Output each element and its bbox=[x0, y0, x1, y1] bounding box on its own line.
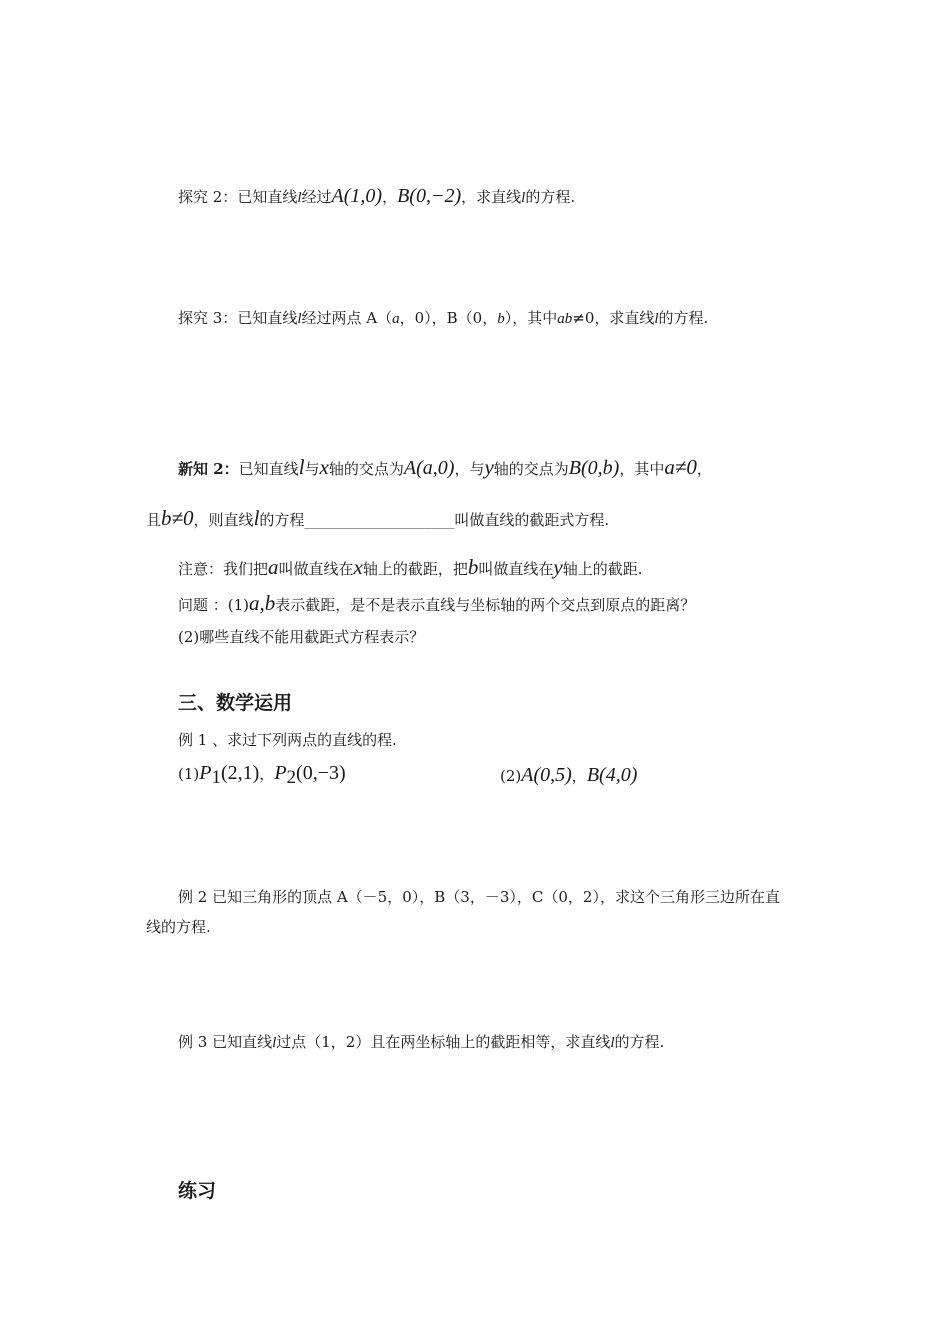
question-text: 表示截距，是不是表示直线与坐标轴的两个交点到原点的距离？ bbox=[275, 596, 696, 614]
condition-b: b≠0 bbox=[161, 506, 194, 530]
newknow2-text: ， bbox=[696, 460, 712, 478]
note-text: 叫做直线在 bbox=[278, 560, 354, 578]
part-label: (2) bbox=[500, 767, 522, 785]
note-text: 轴上的截距. bbox=[562, 560, 643, 578]
subscript: 2 bbox=[286, 767, 297, 788]
practice-heading: 练习 bbox=[178, 1180, 217, 1202]
newknow2-text: 轴的交点为 bbox=[493, 460, 569, 478]
var-l: l bbox=[297, 311, 302, 327]
var-b: b bbox=[497, 311, 505, 327]
explore3-text: 经过两点 A（ bbox=[301, 309, 393, 327]
separator: ， bbox=[382, 188, 398, 206]
var-a: a bbox=[392, 311, 400, 327]
explore3-line bbox=[178, 309, 708, 328]
explore2-text: 经过 bbox=[301, 188, 332, 206]
example1-title: 例 1 、求过下列两点的直线的程. bbox=[178, 731, 397, 749]
point-p1: P bbox=[199, 762, 212, 784]
example2-line2: 线的方程. bbox=[146, 918, 211, 936]
var-a: a bbox=[268, 555, 279, 579]
explore3-text: 已知直线 bbox=[237, 309, 298, 327]
question-line1 bbox=[178, 591, 695, 616]
explore3-text: 的方程. bbox=[658, 309, 709, 327]
separator: ， bbox=[259, 765, 275, 783]
point-b: B(4,0) bbox=[586, 764, 638, 786]
var-x: x bbox=[353, 555, 363, 579]
newknow2-text: 已知直线 bbox=[238, 460, 299, 478]
newknow2-text: ，与 bbox=[454, 460, 485, 478]
example3-line bbox=[178, 1033, 664, 1052]
question-line2 bbox=[178, 628, 424, 646]
example1-part1 bbox=[178, 761, 346, 790]
point-a: A(a,0) bbox=[403, 457, 455, 479]
newknow2-label: 新知 2： bbox=[178, 460, 239, 478]
explore3-label: 探究 3： bbox=[178, 309, 238, 327]
section-heading: 三、数学运用 bbox=[178, 692, 293, 714]
explore3-text: ），其中 bbox=[504, 309, 558, 327]
explore3-text: ≠0，求直线 bbox=[572, 309, 655, 327]
explore2-text: 已知直线 bbox=[237, 188, 298, 206]
answer-blank: ____________________ bbox=[304, 511, 455, 529]
question-text: (2)哪些直线不能用截距式方程表示？ bbox=[178, 628, 425, 646]
var-l: l bbox=[654, 311, 659, 327]
example2-line1: 例 2 已知三角形的顶点 A（－5，0），B（3，－3），C（0，2），求这个三角形三边所在直 bbox=[178, 888, 780, 906]
point-p2-coord: (0,−3) bbox=[296, 762, 346, 784]
note-text: 叫做直线在 bbox=[478, 560, 554, 578]
point-p2: P bbox=[274, 762, 287, 784]
var-y: y bbox=[484, 455, 494, 479]
newknow2-text: 轴的交点为 bbox=[328, 460, 404, 478]
subscript: 1 bbox=[211, 767, 221, 788]
var-x: x bbox=[319, 455, 329, 479]
var-l: l bbox=[272, 1035, 277, 1051]
explore3-text: ，0），B（0， bbox=[399, 309, 498, 327]
var-b: b bbox=[467, 555, 479, 579]
newknow2-text: ，其中 bbox=[619, 460, 665, 478]
point-b: B(0,−2) bbox=[397, 185, 462, 207]
newknow2-text: 且 bbox=[146, 511, 162, 529]
explore2-text: 的方程. bbox=[525, 188, 576, 206]
newknow2-text: 与 bbox=[304, 460, 320, 478]
condition-a: a≠0 bbox=[664, 455, 697, 479]
example3-text: 的方程. bbox=[614, 1033, 665, 1051]
var-l: l bbox=[521, 190, 526, 206]
var-l: l bbox=[253, 506, 260, 530]
explore2-text: ，求直线 bbox=[461, 188, 522, 206]
example3-text: 过点（1，2）且在两坐标轴上的截距相等，求直线 bbox=[276, 1033, 611, 1051]
point-b: B(0,b) bbox=[568, 457, 620, 479]
newknow2-line1 bbox=[178, 455, 712, 480]
note-text: 轴上的截距，把 bbox=[362, 560, 468, 578]
newknow2-text: ，则直线 bbox=[193, 511, 254, 529]
var-ab: a,b bbox=[249, 591, 276, 615]
separator: ， bbox=[571, 767, 587, 785]
newknow2-line2 bbox=[146, 506, 609, 531]
var-l: l bbox=[298, 455, 305, 479]
note-line bbox=[178, 555, 643, 580]
var-y: y bbox=[553, 555, 563, 579]
newknow2-text: 叫做直线的截距式方程. bbox=[454, 511, 610, 529]
var-l: l bbox=[297, 190, 302, 206]
example1-part2 bbox=[500, 763, 637, 787]
var-ab: ab bbox=[557, 311, 573, 327]
example3-text: 例 3 已知直线 bbox=[178, 1033, 273, 1051]
question-text: 问题 ：(1) bbox=[178, 596, 250, 614]
point-a: A(1,0) bbox=[331, 185, 383, 207]
part-label: (1) bbox=[178, 765, 200, 783]
note-text: 注意：我们把 bbox=[178, 560, 269, 578]
point-a: A(0,5) bbox=[521, 764, 572, 786]
newknow2-text: 的方程 bbox=[259, 511, 305, 529]
point-p1-coord: (2,1) bbox=[220, 762, 260, 784]
explore2-line bbox=[178, 184, 575, 208]
var-l: l bbox=[610, 1035, 615, 1051]
explore2-label: 探究 2： bbox=[178, 188, 238, 206]
